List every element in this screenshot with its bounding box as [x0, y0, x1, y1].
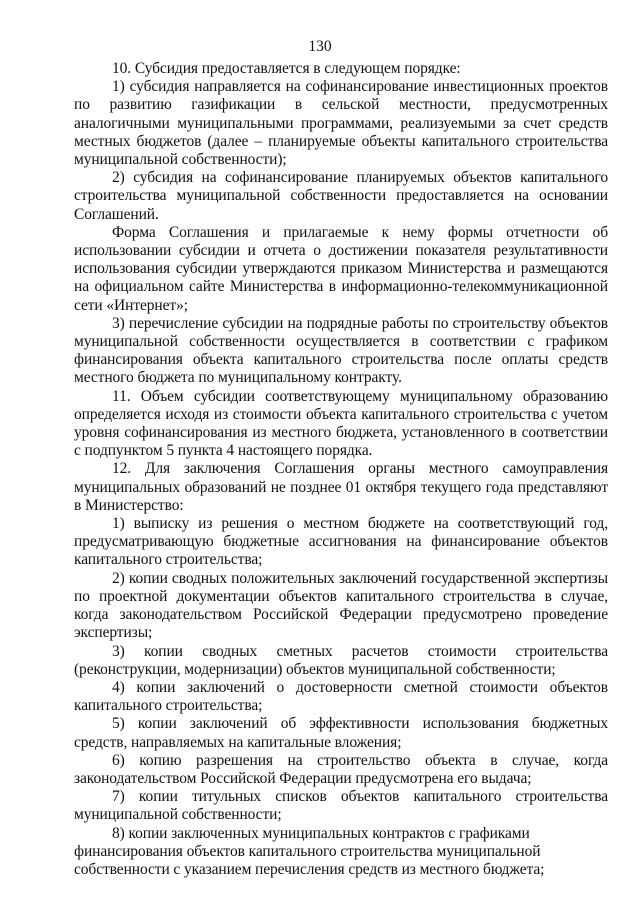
paragraph: Форма Соглашения и прилагаемые к нему формы отчетности об использовании субсидии и отчета о достижении показателя результативности использования субсидии утверждаются приказом Министерства и размещаются на официальном сайте Министерства в информационно-телекоммуникационной сети «Интернет»; — [74, 223, 608, 314]
paragraph: 2) копии сводных положительных заключений государственной экспертизы по проектной документации объектов капитального строительства в случае, когда законодательством Российской Федерации предусмотрено проведение экспертизы; — [74, 569, 608, 642]
paragraph: 11. Объем субсидии соответствующему муниципальному образованию определяется исходя из стоимости объекта капитального строительства с учетом уровня софинансирования из местного бюджета, установленного в соответствии с подпунктом 5 пункта 4 настоящего порядка. — [74, 387, 608, 460]
paragraph: 2) субсидия на софинансирование планируемых объектов капитального строительства муниципальной собственности предоставляется на основании Соглашений. — [74, 169, 608, 223]
paragraph: 7) копии титульных списков объектов капитального строительства муниципальной собственности; — [74, 788, 608, 824]
page-number: 130 — [308, 38, 332, 55]
paragraph: 10. Субсидия предоставляется в следующем порядке: — [112, 60, 461, 77]
paragraph: 4) копии заключений о достоверности сметной стоимости объектов капитального строительства; — [74, 678, 608, 715]
paragraph: 1) выписку из решения о местном бюджете на соответствующий год, предусматривающую бюджетные ассигнования на финансирование объектов капитального строительства; — [74, 515, 608, 569]
paragraph: 3) перечисление субсидии на подрядные работы по строительству объектов муниципальной собственности осуществляется в соответствии с графиком финансирования объекта капитального строительства после оплаты средств местного бюджета по муниципальному контракту. — [74, 314, 608, 387]
paragraph: 12. Для заключения Соглашения органы местного самоуправления муниципальных образований не позднее 01 октября текущего года представляют в Министерство: — [74, 460, 608, 514]
paragraph: 5) копии заключений об эффективности использования бюджетных средств, направляемых на капитальные вложения; — [74, 715, 608, 751]
paragraph: 3) копии сводных сметных расчетов стоимости строительства (реконструкции, модернизации) объектов муниципальной собственности; — [74, 642, 608, 678]
paragraph: 6) копию разрешения на строительство объекта в случае, когда законодательством Российской Федерации предусмотрена его выдача; — [74, 751, 608, 787]
paragraph: 1) субсидия направляется на софинансирование инвестиционных проектов по развитию газификации в сельской местности, предусмотренных аналогичными муниципальными программами, реализуемыми за счет средств местных бюджетов (далее – планируемые объекты капитального строительства муниципальной собственности); — [74, 78, 608, 169]
paragraph: 8) копии заключенных муниципальных контрактов с графиками финансирования объектов капитального строительства муниципальной собственности с указанием перечисления средств из местного бюджета; — [74, 824, 545, 878]
document-body — [74, 60, 608, 879]
